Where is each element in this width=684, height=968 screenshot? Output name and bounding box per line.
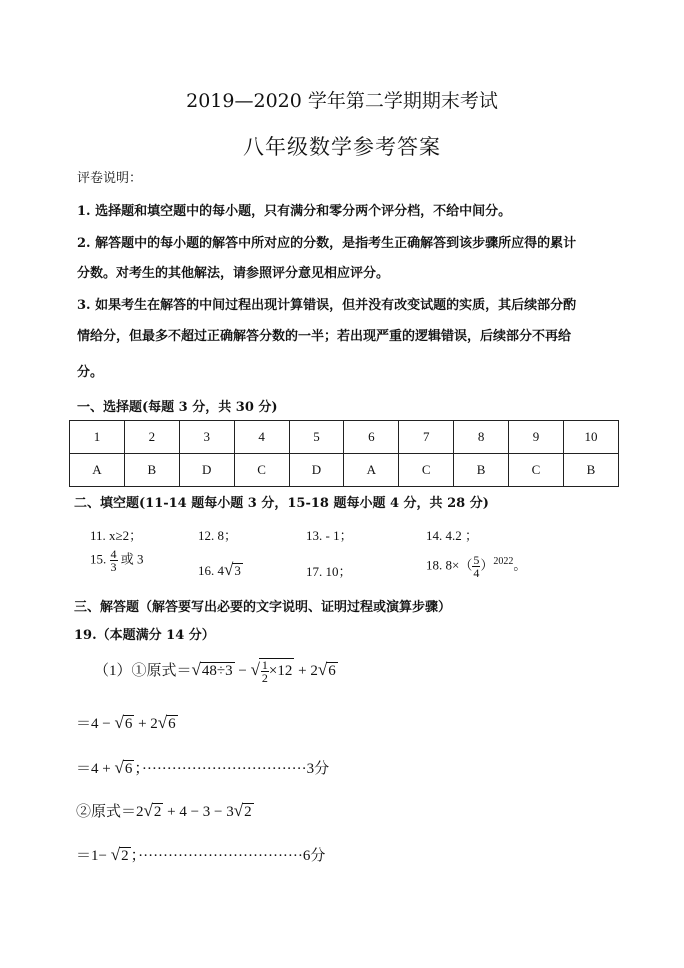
line-2-radicand-1: 6 xyxy=(124,716,133,732)
fraction-denominator: 3 xyxy=(110,560,117,574)
radical-icon: √ xyxy=(250,659,260,679)
question-number-cell: 3 xyxy=(179,421,234,454)
score-6: 6分 xyxy=(302,848,326,864)
note-3-line-3: 分。 xyxy=(77,365,104,380)
answer-cell: A xyxy=(344,454,399,487)
answer-12: 12. 8； xyxy=(198,528,238,543)
line-1-prefix: （1）①原式＝ xyxy=(94,662,192,679)
radical-icon: √ xyxy=(110,845,121,864)
line-1-times: ×12 xyxy=(268,662,293,679)
answer-15-fraction xyxy=(110,548,118,573)
question-number-cell: 9 xyxy=(509,421,564,454)
answer-11: 11. x≥2； xyxy=(90,528,143,543)
line-5-a: ＝1− xyxy=(76,848,111,864)
question-number-cell: 5 xyxy=(289,421,344,454)
line-4-radicand-2: 2 xyxy=(244,804,252,820)
radical-icon: √ xyxy=(191,659,201,679)
answer-key-title: 八年级数学参考答案 xyxy=(243,135,441,159)
section-2-heading: 二、填空题(11-14 题每小题 3 分，15-18 题每小题 4 分，共 28 分) xyxy=(74,496,489,511)
radical-icon: √ xyxy=(317,659,328,679)
question-number-row xyxy=(70,421,619,454)
answer-18-suffix: ） xyxy=(480,557,494,573)
exam-title: 2019—2020 学年第二学期期末考试 xyxy=(186,90,498,112)
answer-14: 14. 4.2 ； xyxy=(426,528,479,543)
solution-line-5 xyxy=(76,844,325,865)
line-2-a: ＝4 − xyxy=(76,716,115,732)
answer-16-radicand: 3 xyxy=(234,563,241,578)
question-number-cell: 8 xyxy=(454,421,509,454)
line-1-fraction xyxy=(261,659,269,684)
answer-row xyxy=(70,454,619,487)
line-1-plus: + 2 xyxy=(294,662,318,679)
line-1-minus: − xyxy=(234,662,251,679)
line-1-radicand-3: 6 xyxy=(328,662,336,679)
radical-icon: √ xyxy=(233,801,244,820)
note-3-line-1: 3. 如果考生在解答的中间过程出现计算错误，但并没有改变试题的实质，其后续部分酌 xyxy=(77,298,577,313)
answer-cell: C xyxy=(509,454,564,487)
answer-cell: C xyxy=(399,454,454,487)
notes-heading: 评卷说明： xyxy=(77,171,143,186)
answer-15-label: 15. xyxy=(90,551,107,567)
section-3-heading: 三、解答题（解答要写出必要的文字说明、证明过程或演算步骤） xyxy=(74,600,452,615)
answer-cell: D xyxy=(179,454,234,487)
question-number-cell: 7 xyxy=(399,421,454,454)
question-number-cell: 4 xyxy=(234,421,289,454)
line-1-radicand-2 xyxy=(259,658,294,684)
fraction-numerator: 1 xyxy=(261,658,268,672)
answer-18 xyxy=(426,554,526,579)
answer-15 xyxy=(90,548,144,573)
line-2-b: + 2 xyxy=(134,716,158,732)
question-number-cell: 1 xyxy=(70,421,125,454)
solution-line-2 xyxy=(76,712,178,733)
line-3-radicand: 6 xyxy=(124,761,133,777)
line-4-b: + 4 − 3 − 3 xyxy=(163,804,234,820)
scoring-dots: ································· xyxy=(141,761,307,777)
solution-line-4 xyxy=(76,800,254,821)
fraction-denominator: 4 xyxy=(473,566,480,580)
answer-13: 13. - 1； xyxy=(306,528,353,543)
question-number-cell: 10 xyxy=(563,421,618,454)
answer-17: 17. 10； xyxy=(306,564,352,579)
radical-icon: √ xyxy=(224,560,234,579)
line-3-b: ； xyxy=(134,761,142,777)
answer-cell: C xyxy=(234,454,289,487)
note-3-line-2: 情给分，但最多不超过正确解答分数的一半；若出现严重的逻辑错误，后续部分不再给 xyxy=(77,329,572,344)
note-2-line-2: 分数。对考生的其他解法，请参照评分意见相应评分。 xyxy=(77,266,390,281)
answer-18-end: 。 xyxy=(513,557,527,573)
radical-icon: √ xyxy=(157,713,168,732)
question-number-cell: 2 xyxy=(124,421,179,454)
solution-line-1 xyxy=(94,658,338,684)
answer-cell: B xyxy=(563,454,618,487)
radical-icon: √ xyxy=(114,713,124,732)
line-4-radicand-1: 2 xyxy=(153,804,162,820)
answer-15-suffix: 或 3 xyxy=(120,551,144,567)
line-4-a: ②原式＝2 xyxy=(76,804,144,820)
radical-icon: √ xyxy=(114,758,124,777)
solution-line-3 xyxy=(76,757,329,778)
multiple-choice-answer-table xyxy=(69,420,619,487)
line-1-radicand-1: 48÷3 xyxy=(201,662,233,679)
note-2-line-1: 2. 解答题中的每小题的解答中所对应的分数，是指考生正确解答到该步骤所应得的累计 xyxy=(77,236,577,251)
radical-icon: √ xyxy=(143,801,153,820)
answer-16 xyxy=(198,560,243,580)
section-1-heading: 一、选择题(每题 3 分，共 30 分) xyxy=(77,400,278,415)
answer-cell: A xyxy=(70,454,125,487)
fraction-denominator: 2 xyxy=(261,671,268,685)
answer-cell: B xyxy=(124,454,179,487)
question-number-cell: 6 xyxy=(344,421,399,454)
fraction-numerator: 5 xyxy=(473,553,480,567)
scoring-dots: ································· xyxy=(138,848,303,864)
answer-cell: B xyxy=(454,454,509,487)
line-3-a: ＝4 + xyxy=(76,761,115,777)
note-1: 1. 选择题和填空题中的每小题，只有满分和零分两个评分档，不给中间分。 xyxy=(77,204,512,219)
line-5-radicand: 2 xyxy=(121,848,129,864)
line-2-radicand-2: 6 xyxy=(168,716,176,732)
score-3: 3分 xyxy=(306,761,330,777)
answer-16-coefficient: 16. 4 xyxy=(198,563,224,578)
answer-18-exponent: 2022 xyxy=(493,556,514,568)
answer-18-prefix: 18. 8×（ xyxy=(426,557,473,573)
question-19-heading: 19.（本题满分 14 分） xyxy=(74,628,215,643)
line-5-b: ； xyxy=(130,848,139,864)
fraction-numerator: 4 xyxy=(110,547,117,561)
answer-cell: D xyxy=(289,454,344,487)
